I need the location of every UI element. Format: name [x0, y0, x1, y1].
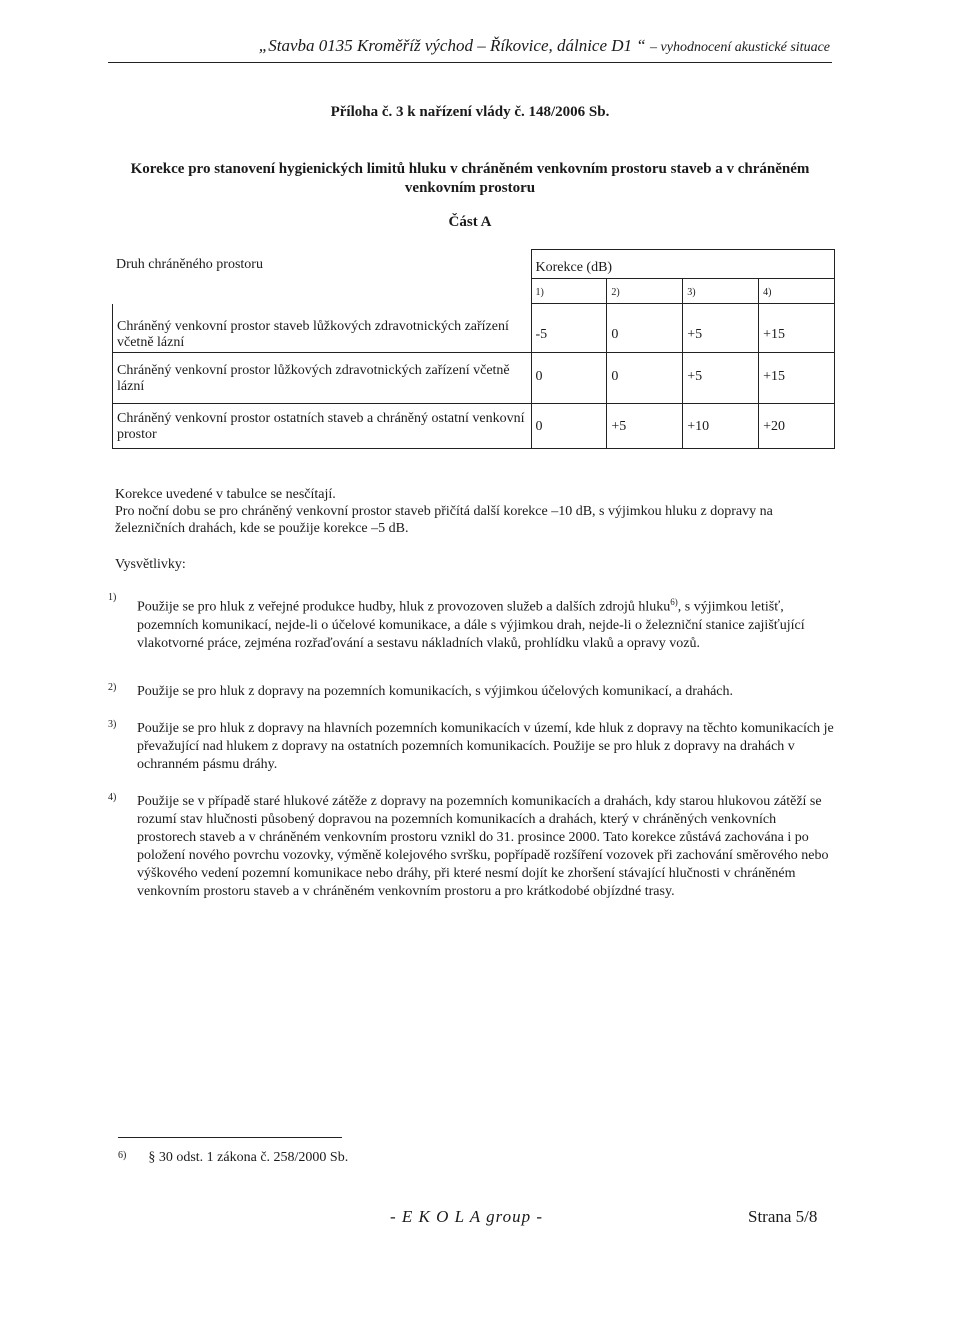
cell-value: +5	[683, 304, 759, 353]
table-row	[113, 404, 835, 449]
cell-value: +5	[607, 404, 683, 449]
note-line-1: Korekce uvedené v tabulce se nesčítají.	[115, 487, 336, 502]
subheader-3: 3)	[683, 279, 759, 304]
part-title: Část A	[448, 214, 492, 230]
cell-value: 0	[531, 404, 607, 449]
cell-value: +5	[683, 353, 759, 404]
page-number: Strana 5/8	[748, 1207, 818, 1226]
cell-value: 0	[607, 304, 683, 353]
footnote-text: Použije se pro hluk z dopravy na pozemních komunikacích, s výjimkou účelových komunikací, a drahách.	[137, 684, 734, 699]
correction-table	[112, 249, 835, 449]
header-subtitle: – vyhodnocení akustické situace	[650, 40, 830, 55]
subheader-2: 2)	[607, 279, 683, 304]
footnote-4	[108, 793, 835, 901]
header-divider	[108, 62, 832, 63]
cell-value: 0	[531, 353, 607, 404]
explanations-title: Vysvětlivky:	[115, 557, 186, 572]
table-group-header: Korekce (dB)	[531, 250, 835, 279]
footnote-text: Použije se pro hluk z dopravy na hlavních pozemních komunikacích v území, kde hluk z dopravy na těchto komunikacích je převažující nad hlukem z dopravy na ostatních pozemních komunikacích. Použije se pro hluk z dopravy na drahách v ochranném pásmu dráhy.	[137, 721, 834, 772]
table-row	[113, 353, 835, 404]
row-label: Chráněný venkovní prostor staveb lůžkových zdravotnických zařízení včetně lázní	[113, 304, 532, 353]
note-line-2: Pro noční dobu se pro chráněný venkovní prostor staveb přičítá další korekce –10 dB, s výjimkou hluku z dopravy na železničních drahách, kde se použije korekce –5 dB.	[115, 504, 773, 536]
document-header	[0, 36, 830, 56]
subheader-1: 1)	[531, 279, 607, 304]
table-row	[113, 304, 835, 353]
table-column-label: Druh chráněného prostoru	[116, 257, 263, 272]
footnote-1	[108, 593, 835, 653]
footnote-text: Použije se v případě staré hlukové zátěže z dopravy na pozemních komunikacích a drahách, kdy starou hlukovou zátěží se rozumí stav hlučnosti působený dopravou na pozemních komunikacích a drahách, který v chráněných venkovních prostorech staveb a v chráněném venkovním prostoru vznikl do 31. prosince 2000. Tato korekce zůstává zachována i po položení nového povrchu vozovky, výměně kolejového svršku, popřípadě rozšíření vozovek při zachování směrového nebo výškového vedení pozemní komunikace nebo dráhy, při které nesmí dojít ke zhoršení stávající hlučnosti v chráněném venkovním prostoru staveb a v chráněném venkovním prostoru a pro krátkodobé objízdné trasy.	[137, 794, 829, 899]
footnote-reference: 6)	[670, 597, 678, 607]
header-title: „Stavba 0135 Kroměříž východ – Říkovice, dálnice D1 “	[258, 36, 646, 55]
row-label: Chráněný venkovní prostor lůžkových zdravotnických zařízení včetně lázní	[113, 353, 532, 404]
footnote-divider	[118, 1137, 342, 1138]
footnote-number: 2)	[108, 682, 117, 693]
footnote-text: Použije se pro hluk z veřejné produkce hudby, hluk z provozoven služeb a dalších zdrojů hluku	[137, 599, 671, 615]
row-label: Chráněný venkovní prostor ostatních staveb a chráněný ostatní venkovní prostor	[113, 404, 532, 449]
page-footnote	[118, 1150, 348, 1166]
footnote-2	[108, 683, 835, 701]
cell-value: +20	[759, 404, 835, 449]
footnote-number: 4)	[108, 792, 117, 803]
cell-value: +15	[759, 304, 835, 353]
appendix-title: Příloha č. 3 k nařízení vlády č. 148/2006 Sb.	[330, 104, 610, 120]
subheader-4: 4)	[759, 279, 835, 304]
footnote-number: 3)	[108, 719, 117, 730]
cell-value: 0	[607, 353, 683, 404]
footnote-number: 1)	[108, 592, 117, 603]
cell-value: +10	[683, 404, 759, 449]
cell-value: +15	[759, 353, 835, 404]
section-heading: Korekce pro stanovení hygienických limitů hluku v chráněném venkovním prostoru staveb a v chráněném venkovním prostoru	[130, 161, 810, 196]
footnote-text: , s výjimkou letišť, pozemních komunikací, nejde-li o účelové komunikace, a dále s výjimkou drah, nejde-li o železniční stanice zajišťující vlakotvorné práce, zejména rozřaďování a sestavu nákladních vlaků, prohlídku vlaků a opravy vozů.	[137, 599, 805, 651]
footnote-3	[108, 720, 835, 774]
page-footnote-number: 6)	[118, 1150, 127, 1161]
footer-company: - E K O L A group -	[390, 1207, 543, 1226]
cell-value: -5	[531, 304, 607, 353]
page-footnote-text: § 30 odst. 1 zákona č. 258/2000 Sb.	[148, 1150, 349, 1165]
